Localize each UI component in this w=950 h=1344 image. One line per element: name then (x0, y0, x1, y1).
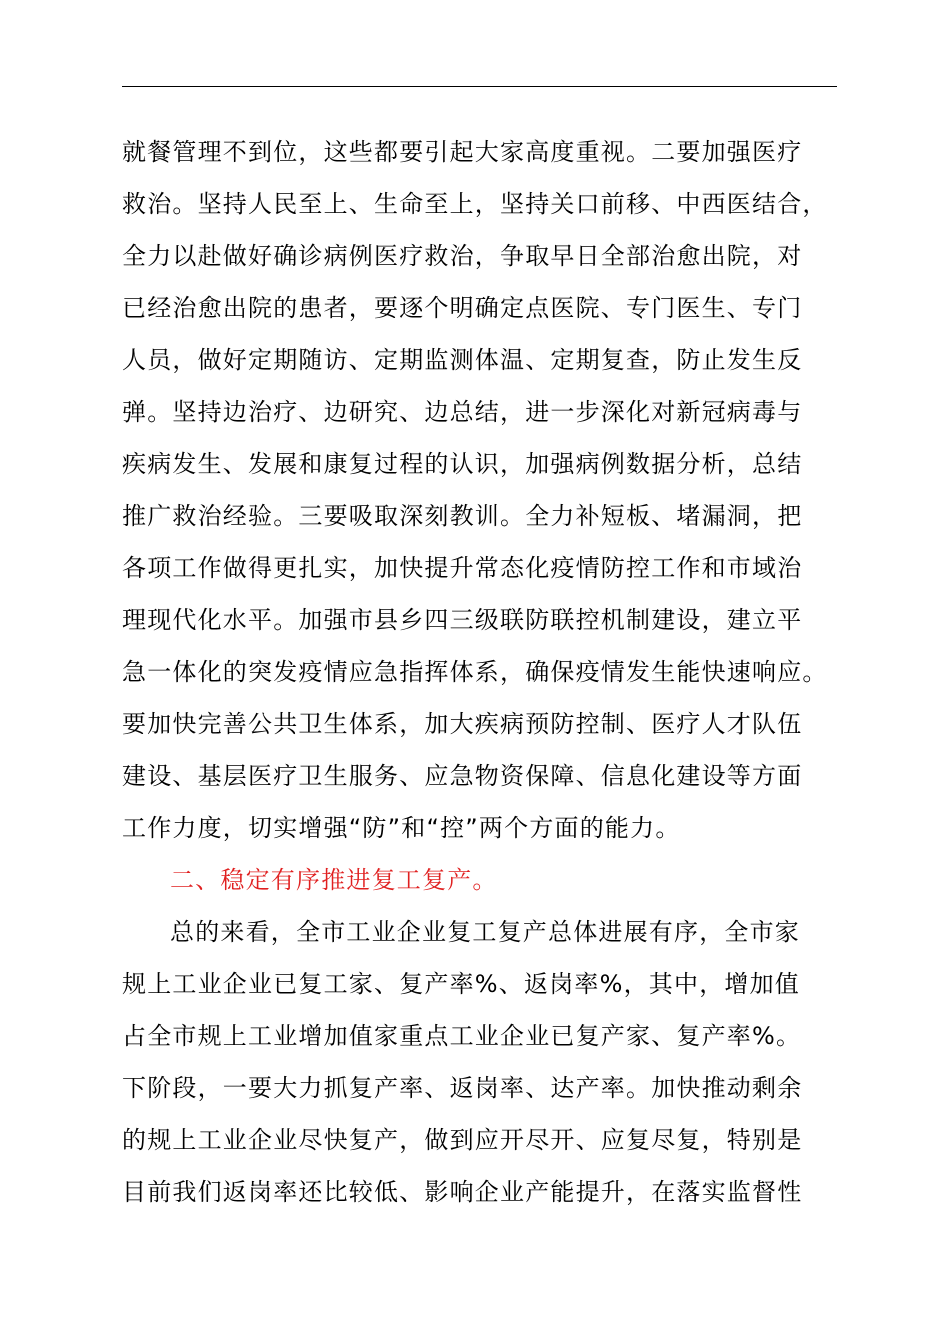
document-body (122, 126, 852, 1218)
paragraph-line: 已经治愈出院的患者，要逐个明确定点医院、专门医生、专门 (122, 294, 803, 322)
paragraph-line: 人员，做好定期随访、定期监测体温、定期复查，防止发生反 (122, 346, 803, 374)
paragraph-line: 各项工作做得更扎实，加快提升常态化疫情防控工作和市域治 (122, 554, 803, 582)
paragraph-line: 疾病发生、发展和康复过程的认识，加强病例数据分析，总结 (122, 450, 803, 478)
paragraph-line: 规上工业企业已复工家、复产率%、返岗率%，其中，增加值 (122, 970, 801, 998)
paragraph-line: 要加快完善公共卫生体系，加大疾病预防控制、医疗人才队伍 (122, 710, 803, 738)
paragraph-line: 就餐管理不到位，这些都要引起大家高度重视。二要加强医疗 (122, 138, 803, 166)
paragraph-line: 占全市规上工业增加值家重点工业企业已复产家、复产率%。 (122, 1022, 802, 1050)
paragraph-line: 下阶段，一要大力抓复产率、返岗率、达产率。加快推动剩余 (122, 1074, 803, 1102)
paragraph-line: 救治。坚持人民至上、生命至上，坚持关口前移、中西医结合， (122, 190, 828, 218)
paragraph-line: 理现代化水平。加强市县乡四三级联防联控机制建设，建立平 (122, 606, 803, 634)
paragraph-line: 的规上工业企业尽快复产，做到应开尽开、应复尽复，特别是 (122, 1126, 803, 1154)
paragraph-line: 工作力度，切实增强“防”和“控”两个方面的能力。 (122, 814, 681, 842)
paragraph-line: 推广救治经验。三要吸取深刻教训。全力补短板、堵漏洞，把 (122, 502, 803, 530)
section-heading: 二、稳定有序推进复工复产。 (170, 866, 498, 894)
paragraph-line: 目前我们返岗率还比较低、影响企业产能提升，在落实监督性 (122, 1178, 803, 1206)
paragraph-line: 全力以赴做好确诊病例医疗救治，争取早日全部治愈出院，对 (122, 242, 803, 270)
paragraph-line: 弹。坚持边治疗、边研究、边总结，进一步深化对新冠病毒与 (122, 398, 803, 426)
paragraph-line: 建设、基层医疗卫生服务、应急物资保障、信息化建设等方面 (122, 762, 803, 790)
paragraph-line: 总的来看，全市工业企业复工复产总体进展有序，全市家 (170, 918, 800, 946)
header-rule (122, 86, 837, 87)
paragraph-line: 急一体化的突发疫情应急指挥体系，确保疫情发生能快速响应。 (122, 658, 828, 686)
